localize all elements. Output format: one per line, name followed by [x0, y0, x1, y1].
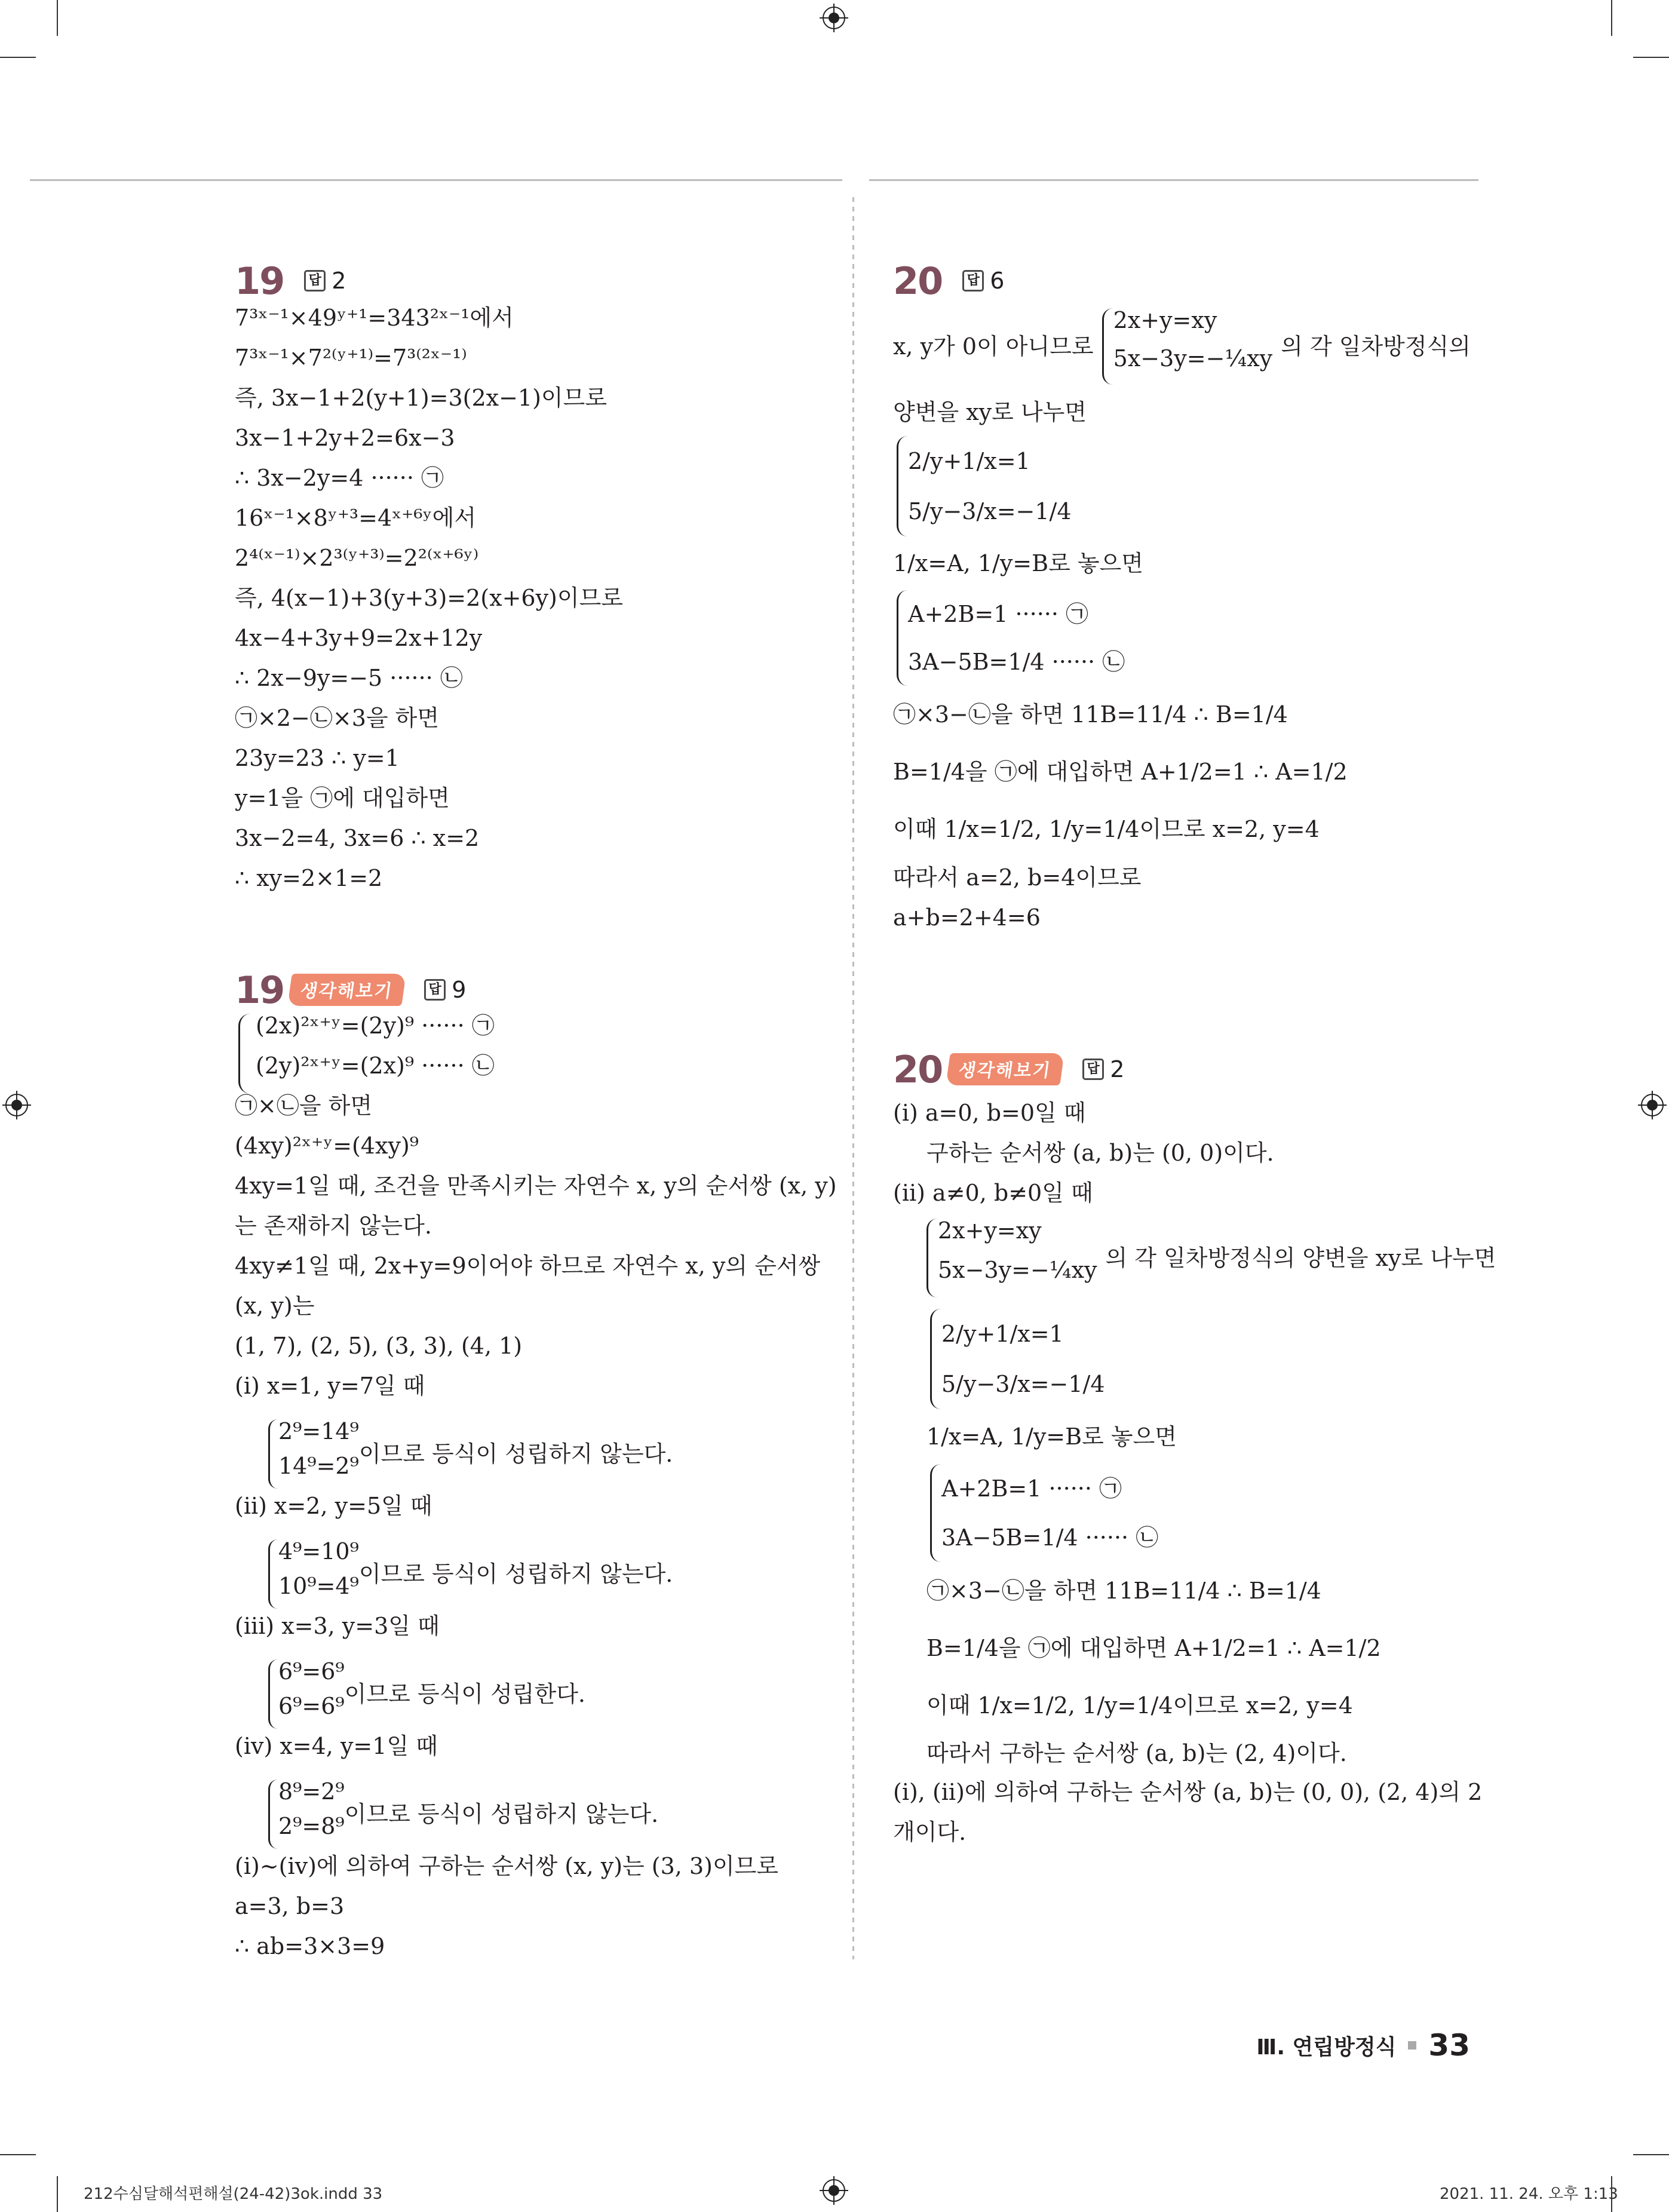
- crop-mark: [0, 57, 36, 58]
- solution-line: ㉠×3−㉡을 하면 11B=11/4 ∴ B=1/4: [893, 701, 1288, 728]
- system-equation: 2x+y=xy: [1113, 307, 1217, 333]
- equation-system: [926, 1219, 1097, 1297]
- case-heading: (ⅱ) a≠0, b≠0일 때: [893, 1180, 1093, 1206]
- solution-line: (ⅰ)~(ⅳ)에 의하여 구하는 순서쌍 (x, y)는 (3, 3)이므로: [235, 1853, 779, 1879]
- chapter-title: Ⅲ. 연립방정식: [1256, 2035, 1397, 2060]
- case-conclusion: 이므로 등식이 성립하지 않는다.: [358, 1441, 673, 1467]
- think-badge: 생각해보기: [287, 974, 406, 1006]
- case-brace: [268, 1659, 345, 1729]
- system-equation: 3A−5B=1/4 ······ ㉡: [908, 649, 1125, 675]
- problem-number: 20: [893, 1047, 943, 1091]
- case: [235, 1734, 808, 1854]
- solution-line: 이때 1/x=1/2, 1/y=1/4이므로 x=2, y=4: [893, 816, 1320, 842]
- solution-line: 7³ˣ⁻¹×49ʸ⁺¹=343²ˣ⁻¹에서: [235, 305, 514, 331]
- answer: [424, 977, 466, 1003]
- case-equation: 2⁹=14⁹: [278, 1418, 359, 1444]
- equation-system: [1102, 308, 1273, 385]
- solution-line: 4xy=1일 때, 조건을 만족시키는 자연수 x, y의 순서쌍 (x, y): [235, 1173, 837, 1199]
- registration-mark-icon: [820, 2176, 848, 2205]
- substitution-system: [897, 590, 1496, 686]
- system-equation: 2x+y=xy: [938, 1217, 1042, 1244]
- solution-line: (x, y)는: [235, 1293, 315, 1319]
- problem-20-header: [893, 257, 1496, 305]
- solution-20-think: [893, 1093, 1496, 1852]
- solution-line: 3x−2=4, 3x=6 ∴ x=2: [235, 825, 480, 851]
- crop-mark: [0, 2154, 36, 2155]
- system-equation: A+2B=1 ······ ㉠: [908, 601, 1089, 627]
- intro-row: [926, 1213, 1496, 1303]
- solution-line: ㉠×2−㉡×3을 하면: [235, 705, 440, 731]
- solution-20: [893, 305, 1496, 938]
- answer: [962, 268, 1004, 294]
- system-equation: (2y)²ˣ⁺ʸ=(2x)⁹ ······ ㉡: [256, 1053, 495, 1079]
- solution-line: 따라서 a=2, b=4이므로: [893, 864, 1142, 891]
- system-equation: 5/y−3/x=−1/4: [908, 498, 1072, 524]
- case-heading: (ⅰ) a=0, b=0일 때: [893, 1100, 1086, 1126]
- solution-line: 개이다.: [893, 1819, 967, 1845]
- solution-line: 23y=23 ∴ y=1: [235, 745, 400, 771]
- solution-line: (4xy)²ˣ⁺ʸ=(4xy)⁹: [235, 1133, 419, 1159]
- case-conclusion: 이므로 등식이 성립하지 않는다.: [358, 1561, 673, 1587]
- case-equation: 4⁹=10⁹: [278, 1538, 359, 1564]
- case-brace: [268, 1780, 345, 1849]
- problem-20-think-header: [893, 1045, 1496, 1093]
- case-brace: [268, 1419, 359, 1489]
- solution-line: (1, 7), (2, 5), (3, 3), (4, 1): [235, 1333, 523, 1359]
- separator-square-icon: [1408, 2041, 1416, 2050]
- system-equation: 5x−3y=−¼xy: [1113, 345, 1273, 372]
- solution-line: 3x−1+2y+2=6x−3: [235, 425, 455, 451]
- case-equation: 8⁹=2⁹: [278, 1778, 345, 1805]
- case-heading: (ⅳ) x=4, y=1일 때: [235, 1733, 438, 1759]
- case-conclusion: 이므로 등식이 성립하지 않는다.: [344, 1801, 659, 1827]
- case-conclusion: 이므로 등식이 성립한다.: [344, 1681, 585, 1707]
- answer-label: 답: [304, 270, 326, 292]
- solution-line: ㉠×3−㉡을 하면 11B=11/4 ∴ B=1/4: [926, 1578, 1321, 1604]
- print-file-name: 212수심달해석편해설(24-42)3ok.indd 33: [84, 2185, 383, 2203]
- registration-mark-icon: [2, 1091, 31, 1119]
- crop-mark: [57, 0, 58, 36]
- running-footer: [1256, 2028, 1470, 2063]
- case-system: [268, 1774, 808, 1854]
- system-equation: 5/y−3/x=−1/4: [941, 1371, 1105, 1397]
- solution-line: B=1/4을 ㉠에 대입하면 A+1/2=1 ∴ A=1/2: [893, 759, 1348, 785]
- case-system: [268, 1654, 808, 1734]
- case-equation: 2⁹=8⁹: [278, 1813, 345, 1839]
- solution-line: 1/x=A, 1/y=B로 놓으면: [926, 1423, 1177, 1450]
- system-equation: A+2B=1 ······ ㉠: [941, 1475, 1122, 1502]
- solution-line: 16ˣ⁻¹×8ʸ⁺³=4ˣ⁺⁶ʸ에서: [235, 505, 477, 531]
- top-rule-left: [30, 179, 842, 181]
- case-equation: 6⁹=6⁹: [278, 1693, 345, 1719]
- equation-system: [238, 1014, 808, 1094]
- answer-value: 6: [990, 268, 1005, 294]
- think-badge: 생각해보기: [946, 1053, 1064, 1085]
- print-date: 2021. 11. 24. 오후 1:13: [1440, 2185, 1618, 2203]
- system-equation: 2/y+1/x=1: [941, 1321, 1064, 1347]
- fraction-system: [930, 1309, 1496, 1409]
- solution-line: 4xy≠1일 때, 2x+y=9이어야 하므로 자연수 x, y의 순서쌍: [235, 1253, 821, 1279]
- problem-19-header: [235, 257, 808, 305]
- page-number: 33: [1428, 2028, 1470, 2063]
- answer-value: 2: [332, 268, 346, 294]
- solution-19-think: [235, 1013, 837, 1974]
- crop-mark: [1611, 0, 1612, 36]
- solution-line: 4x−4+3y+9=2x+12y: [235, 625, 483, 651]
- crop-mark: [1633, 2154, 1669, 2155]
- intro-tail: 의 각 일차방정식의 양변을 xy로 나누면: [1105, 1245, 1496, 1271]
- solution-line: (ⅰ), (ⅱ)에 의하여 구하는 순서쌍 (a, b)는 (0, 0), (2, 4)의 2: [893, 1779, 1483, 1805]
- case-heading: (ⅲ) x=3, y=3일 때: [235, 1613, 440, 1639]
- fraction-system: [897, 436, 1496, 536]
- problem-number: 20: [893, 259, 943, 303]
- crop-mark: [57, 2176, 58, 2212]
- solution-line: ∴ xy=2×1=2: [235, 865, 383, 891]
- solution-line: ㉠×㉡을 하면: [235, 1093, 373, 1119]
- solution-line: B=1/4을 ㉠에 대입하면 A+1/2=1 ∴ A=1/2: [926, 1635, 1381, 1661]
- system-equation: 2/y+1/x=1: [908, 448, 1030, 474]
- solution-line: 구하는 순서쌍 (a, b)는 (0, 0)이다.: [926, 1140, 1274, 1166]
- solution-line: a+b=2+4=6: [893, 904, 1041, 931]
- problem-19-think-header: [235, 966, 808, 1014]
- answer: [1082, 1056, 1124, 1082]
- solution-line: 이때 1/x=1/2, 1/y=1/4이므로 x=2, y=4: [926, 1692, 1353, 1719]
- case-equation: 10⁹=4⁹: [278, 1573, 359, 1599]
- system-equation: (2x)²ˣ⁺ʸ=(2y)⁹ ······ ㉠: [256, 1013, 495, 1039]
- column-divider: [852, 197, 854, 1959]
- solution-line: 7³ˣ⁻¹×7²⁽ʸ⁺¹⁾=7³⁽²ˣ⁻¹⁾: [235, 345, 467, 371]
- solution-line: 는 존재하지 않는다.: [235, 1213, 432, 1239]
- answer: [304, 268, 346, 294]
- substitution-system: [930, 1464, 1496, 1562]
- problem-number: 19: [235, 968, 284, 1012]
- solution-line: ∴ 2x−9y=−5 ······ ㉡: [235, 665, 463, 691]
- case-heading: (ⅰ) x=1, y=7일 때: [235, 1373, 425, 1399]
- case-equation: 14⁹=2⁹: [278, 1453, 359, 1479]
- registration-mark-icon: [820, 4, 848, 32]
- solution-19: [235, 306, 808, 906]
- answer-label: 답: [1082, 1059, 1104, 1080]
- case-2-body: [926, 1213, 1496, 1772]
- system-equation: 5x−3y=−¼xy: [938, 1257, 1097, 1283]
- solution-line: 즉, 4(x−1)+3(y+3)=2(x+6y)이므로: [235, 585, 623, 611]
- answer-label: 답: [424, 979, 446, 1001]
- crop-mark: [1633, 57, 1669, 58]
- system-equation: 3A−5B=1/4 ······ ㉡: [941, 1524, 1159, 1551]
- solution-line: y=1을 ㉠에 대입하면: [235, 785, 450, 811]
- solution-line: 2⁴⁽ˣ⁻¹⁾×2³⁽ʸ⁺³⁾=2²⁽ˣ⁺⁶ʸ⁾: [235, 545, 479, 571]
- solution-line: 따라서 구하는 순서쌍 (a, b)는 (2, 4)이다.: [926, 1740, 1347, 1766]
- solution-line: a=3, b=3: [235, 1893, 345, 1919]
- case-equation: 6⁹=6⁹: [278, 1658, 345, 1685]
- intro-tail: 의 각 일차방정식의: [1281, 333, 1471, 360]
- solution-line: 즉, 3x−1+2(y+1)=3(2x−1)이므로: [235, 385, 608, 411]
- case: [235, 1614, 808, 1734]
- top-rule-right: [869, 179, 1478, 181]
- solution-line: 양변을 xy로 나누면: [893, 399, 1087, 425]
- case-heading: (ⅱ) x=2, y=5일 때: [235, 1493, 432, 1519]
- answer-label: 답: [962, 270, 984, 292]
- solution-line: ∴ ab=3×3=9: [235, 1933, 385, 1959]
- left-column: [235, 257, 837, 1974]
- right-column: [893, 257, 1496, 1852]
- answer-value: 2: [1110, 1056, 1125, 1082]
- case-system: [268, 1414, 808, 1494]
- registration-mark-icon: [1638, 1091, 1667, 1119]
- solution-line: ∴ 3x−2y=4 ······ ㉠: [235, 465, 444, 491]
- intro-text: x, y가 0이 아니므로: [893, 333, 1094, 360]
- case-system: [268, 1534, 808, 1614]
- solution-line: 1/x=A, 1/y=B로 놓으면: [893, 550, 1143, 576]
- problem-number: 19: [235, 259, 284, 303]
- intro-row: [893, 305, 1496, 388]
- answer-value: 9: [452, 977, 467, 1003]
- case-brace: [268, 1539, 359, 1609]
- case: [235, 1494, 808, 1614]
- case: [235, 1374, 808, 1494]
